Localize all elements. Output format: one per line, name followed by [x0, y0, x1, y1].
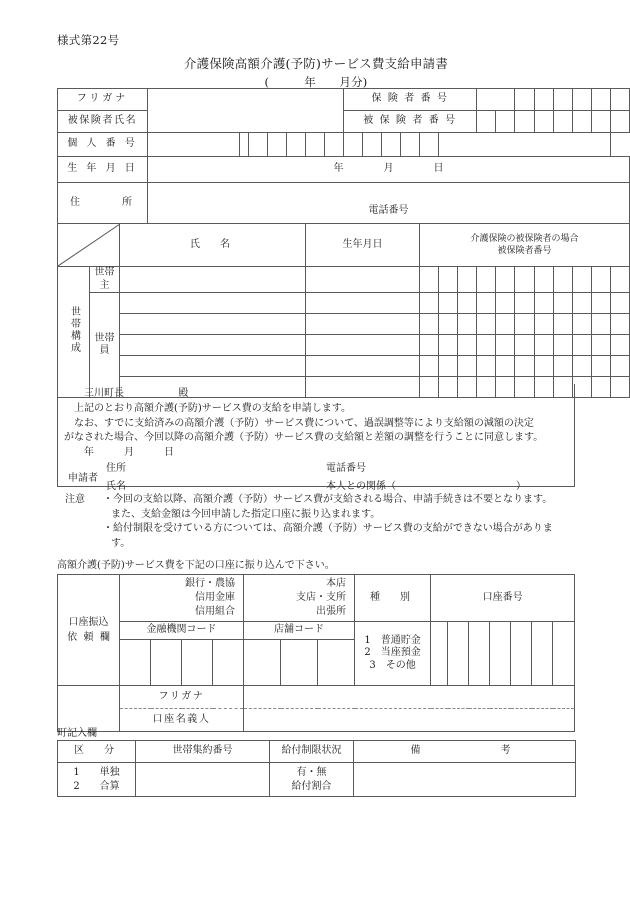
phone-label: 電話番号 [368, 204, 409, 216]
institution-code-label: 金融機関コード [120, 622, 244, 640]
household-composition-label: 世帯構成 [68, 305, 80, 354]
account-type-option[interactable]: 2 当座預金 [364, 647, 421, 659]
branch-code-cell[interactable] [318, 640, 355, 686]
town-section-label: 町記入欄 [57, 728, 97, 739]
member-number-cell[interactable] [592, 314, 611, 335]
table-row [58, 293, 630, 314]
insurer-number-cell[interactable] [535, 89, 554, 111]
declaration-date-line: 年 月 日 [84, 447, 174, 459]
insured-number-label: 被 保 険 者 番 号 [363, 115, 457, 127]
member-number-cell[interactable] [535, 293, 554, 314]
member-number-cell[interactable] [458, 293, 477, 314]
account-holder-label: 口座名義人 [120, 709, 244, 732]
row-household-header [58, 224, 630, 267]
household-head-name-input[interactable] [120, 267, 306, 293]
insured-name-label: 被保険者氏名 [67, 115, 138, 127]
insured-number-cell[interactable] [592, 111, 611, 133]
member-number-cell[interactable] [515, 293, 535, 314]
bank-section-label-1: 口座振込 [68, 617, 109, 628]
page-title: 介護保険高額介護(予防)サービス費支給申請書 [183, 56, 449, 71]
branch-code-cell[interactable] [244, 640, 281, 686]
member-number-cell[interactable] [496, 314, 515, 335]
row-account-furigana [58, 686, 575, 709]
member-number-cell[interactable] [496, 335, 515, 356]
member-number-cell[interactable] [477, 356, 496, 377]
member-number-cell[interactable] [439, 356, 458, 377]
row-insured-name [58, 111, 630, 133]
town-restriction-options[interactable] [270, 763, 354, 797]
row-furigana [58, 89, 630, 111]
birthdate-label: 生 年 月 日 [67, 163, 138, 175]
address-input[interactable] [148, 183, 630, 224]
insured-number-cell[interactable] [515, 111, 535, 133]
table-row [58, 356, 630, 377]
declaration-line-3: がなされた場合、今回以降の高額介護（予防）サービス費の支給額と差額の調整を行うことに同意します。 [64, 432, 544, 444]
member-number-cell[interactable] [573, 314, 592, 335]
member-number-cell[interactable] [573, 377, 592, 398]
row-town-values [58, 763, 576, 797]
declaration-block [57, 384, 575, 492]
account-number-cell[interactable] [532, 622, 553, 686]
row-town-header [58, 741, 576, 763]
account-furigana-input[interactable] [244, 686, 575, 709]
member-number-spare [611, 293, 630, 314]
insurer-number-blank[interactable] [477, 89, 515, 111]
personal-number-cell[interactable] [287, 133, 306, 157]
insured-number-cell[interactable] [573, 111, 592, 133]
declaration-line-2: なお、すでに支給済みの高額介護（予防）サービス費について、過誤調整等により支給額の減額の決定 [74, 417, 534, 429]
town-category-option[interactable]: 1 単独 [73, 766, 120, 778]
town-remarks-input[interactable] [354, 763, 576, 797]
insurer-number-cell[interactable] [611, 89, 630, 111]
member-number-cell[interactable] [535, 335, 554, 356]
insured-number-cell[interactable] [535, 111, 554, 133]
applicant-address-label: 住所 [106, 462, 126, 474]
insurer-number-cell[interactable] [515, 89, 535, 111]
personal-number-cell[interactable] [306, 133, 325, 157]
applicant-info-table [57, 88, 630, 398]
account-furigana-label: フリガナ [120, 686, 244, 709]
diagonal-header-cell [58, 224, 120, 267]
household-head-number-cell[interactable] [515, 267, 535, 293]
member-number-cell[interactable] [439, 314, 458, 335]
applicant-name-label: 氏名 [106, 480, 126, 492]
insured-number-cell[interactable] [477, 111, 496, 133]
member-number-cell[interactable] [554, 293, 573, 314]
birthdate-input[interactable] [148, 157, 630, 183]
insurer-number-cell[interactable] [554, 89, 573, 111]
personal-number-cell[interactable] [420, 133, 439, 157]
institution-code-cell[interactable] [151, 640, 182, 686]
member-number-cell[interactable] [458, 356, 477, 377]
bank-transfer-table [57, 574, 575, 732]
notes-block [57, 493, 579, 551]
declaration-line-1: 上記のとおり高額介護(予防)サービス費の支給を申請します。 [74, 402, 352, 414]
institution-code-cell[interactable] [120, 640, 151, 686]
member-number-cell[interactable] [515, 335, 535, 356]
insured-number-cell[interactable] [496, 111, 515, 133]
personal-number-cell[interactable] [268, 133, 287, 157]
member-number-cell[interactable] [420, 314, 439, 335]
household-head-number-cell[interactable] [458, 267, 477, 293]
member-number-spare [611, 356, 630, 377]
account-type-option[interactable]: 1 普通貯金 [364, 634, 421, 646]
account-number-header: 口座番号 [431, 575, 575, 622]
member-number-cell[interactable] [554, 356, 573, 377]
member-number-cell[interactable] [592, 356, 611, 377]
member-number-cell[interactable] [573, 335, 592, 356]
addressee-line [58, 384, 574, 402]
member-number-cell[interactable] [439, 293, 458, 314]
member-name-input[interactable] [120, 314, 306, 335]
branch-code-cell[interactable] [281, 640, 318, 686]
personal-number-cell[interactable] [249, 133, 268, 157]
form-number: 様式第22号 [57, 33, 120, 47]
member-birthdate-input[interactable] [306, 314, 420, 335]
member-name-input[interactable] [120, 293, 306, 314]
account-number-cell[interactable] [469, 622, 490, 686]
household-head-label: 世帯主 [90, 267, 120, 293]
bank-section-label-2: 依 頼 欄 [67, 632, 112, 643]
account-holder-input[interactable] [244, 709, 575, 732]
member-number-cell[interactable] [535, 314, 554, 335]
household-head-birthdate-input[interactable] [306, 267, 420, 293]
town-header-remarks: 備 考 [354, 741, 576, 763]
member-number-spare [611, 314, 630, 335]
bank-section-label-cell [58, 575, 120, 686]
account-number-lead-cell[interactable] [431, 622, 448, 686]
member-number-spare [611, 335, 630, 356]
row-birthdate [58, 157, 630, 183]
member-number-cell[interactable] [439, 335, 458, 356]
account-number-cell[interactable] [511, 622, 532, 686]
table-row [58, 335, 630, 356]
page-subtitle: ( 年 月分) [264, 75, 368, 89]
branch-code-label: 店舗コード [244, 622, 355, 640]
member-number-cell[interactable] [477, 293, 496, 314]
applicant-label: 申請者 [68, 472, 98, 484]
member-number-cell[interactable] [420, 356, 439, 377]
household-head-number-cell[interactable] [496, 267, 515, 293]
town-header-category: 区 分 [58, 741, 136, 763]
bank-lead-text: 高額介護(予防)サービス費を下記の口座に振り込んで下さい。 [57, 560, 335, 571]
member-name-input[interactable] [120, 356, 306, 377]
account-type-options[interactable] [355, 622, 431, 686]
title-block [57, 54, 575, 90]
applicant-block [58, 461, 574, 495]
household-head-number-cell[interactable] [420, 267, 439, 293]
branch-name-header: 本店 支店・支所 出張所 [244, 575, 355, 622]
personal-number-label: 個 人 番 号 [67, 138, 138, 150]
member-number-cell[interactable] [573, 293, 592, 314]
personal-number-cell[interactable] [363, 133, 382, 157]
member-birthdate-input[interactable] [306, 335, 420, 356]
household-composition-label-cell [58, 267, 90, 398]
insurer-number-cell[interactable] [573, 89, 592, 111]
member-number-spare [611, 377, 630, 398]
member-number-cell[interactable] [477, 314, 496, 335]
account-number-cell[interactable] [490, 622, 511, 686]
town-restriction-rate-label[interactable]: 給付割合 [291, 780, 332, 792]
insurer-number-cell[interactable] [592, 89, 611, 111]
notes-list [103, 493, 579, 551]
furigana-label: フリガナ [76, 93, 129, 105]
insured-number-cell[interactable] [611, 111, 630, 133]
note-item: ・今回の支給以降、高額介護（予防）サービス費が支給される場合、申請手続きは不要となります。 [103, 494, 553, 505]
household-head-number-cell[interactable] [439, 267, 458, 293]
town-header-restriction: 給付制限状況 [270, 741, 354, 763]
member-number-cell[interactable] [573, 356, 592, 377]
member-number-cell[interactable] [515, 356, 535, 377]
institution-code-cell[interactable] [213, 640, 244, 686]
member-number-cell[interactable] [592, 293, 611, 314]
town-entry-table [57, 740, 576, 797]
member-name-input[interactable] [120, 335, 306, 356]
personal-number-cell[interactable] [401, 133, 420, 157]
account-number-cell[interactable] [553, 622, 575, 686]
household-head-number-cell[interactable] [554, 267, 573, 293]
note-item: ・給付制限を受けている方については、高額介護（予防）サービス費の支給ができない場合がありま [103, 523, 553, 534]
insurer-number-label: 保 険 者 番 号 [371, 93, 449, 105]
personal-number-spare [439, 133, 611, 157]
personal-number-cell[interactable] [344, 133, 363, 157]
applicant-phone-label: 電話番号 [326, 462, 366, 474]
applicant-relation-label: 本人との関係（ ） [326, 480, 526, 492]
row-bank-header [58, 575, 575, 622]
row-address [58, 183, 630, 224]
address-label: 住 所 [70, 196, 135, 208]
row-household-head [58, 267, 630, 293]
row-personal-number [58, 133, 630, 157]
town-restriction-option[interactable]: 有・無 [296, 766, 327, 778]
household-head-number-cell[interactable] [592, 267, 611, 293]
town-category-option[interactable]: 2 合算 [73, 780, 120, 792]
personal-number-cell[interactable] [382, 133, 401, 157]
diagonal-line-icon [58, 224, 120, 266]
institution-name-header: 銀行・農協 信用金庫 信用組合 [120, 575, 244, 622]
account-type-header: 種 別 [355, 575, 431, 622]
member-number-cell[interactable] [592, 377, 611, 398]
member-birthdate-input[interactable] [306, 293, 420, 314]
household-head-number-cell[interactable] [573, 267, 592, 293]
member-number-cell[interactable] [592, 335, 611, 356]
member-number-cell[interactable] [420, 335, 439, 356]
town-household-number-input[interactable] [136, 763, 270, 797]
addressee: 三川町長 [84, 388, 124, 399]
column-header-name: 氏 名 [120, 224, 306, 267]
notes-heading: 注意 [65, 494, 85, 505]
account-number-cell[interactable] [448, 622, 469, 686]
household-head-number-cell[interactable] [477, 267, 496, 293]
member-number-cell[interactable] [496, 356, 515, 377]
town-header-household-number: 世帯集約番号 [136, 741, 270, 763]
member-birthdate-input[interactable] [306, 356, 420, 377]
personal-number-cell[interactable] [325, 133, 344, 157]
column-header-insured-number: 介護保険の被保険者の場合 被保険者番号 [420, 224, 630, 267]
member-number-cell[interactable] [535, 356, 554, 377]
household-head-number-spare [611, 267, 630, 293]
member-number-cell[interactable] [477, 335, 496, 356]
note-item: また、支給金額は今回申請した指定口座に振り込まれます。 [111, 508, 381, 520]
member-number-cell[interactable] [496, 293, 515, 314]
personal-number-cell[interactable] [240, 133, 249, 157]
personal-number-cell[interactable] [148, 133, 240, 157]
table-row [58, 314, 630, 335]
insured-name-input[interactable] [148, 89, 344, 133]
town-category-options[interactable] [58, 763, 136, 797]
addressee-honorific: 殿 [178, 388, 189, 399]
row-bank-codes-label [58, 622, 575, 640]
member-number-cell[interactable] [458, 314, 477, 335]
institution-code-cell[interactable] [182, 640, 213, 686]
member-number-cell[interactable] [458, 335, 477, 356]
insured-number-cell[interactable] [554, 111, 573, 133]
member-number-cell[interactable] [554, 314, 573, 335]
household-member-label: 世帯員 [90, 293, 120, 398]
member-number-cell[interactable] [554, 335, 573, 356]
birthdate-guide: 年 月 日 [333, 163, 444, 175]
account-type-option[interactable]: 3 その他 [369, 659, 416, 671]
member-number-cell[interactable] [420, 293, 439, 314]
row-account-holder [58, 709, 575, 732]
household-head-number-cell[interactable] [535, 267, 554, 293]
note-item: す。 [111, 537, 131, 549]
column-header-birthdate: 生年月日 [306, 224, 420, 267]
member-number-cell[interactable] [515, 314, 535, 335]
